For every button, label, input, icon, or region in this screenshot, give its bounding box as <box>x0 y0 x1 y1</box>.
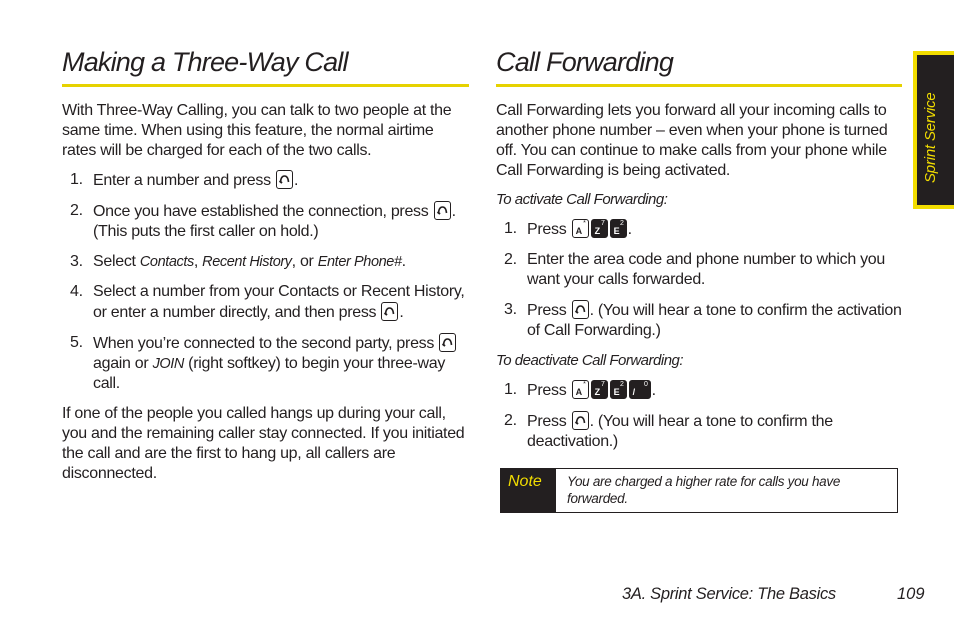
activate-heading: To activate Call Forwarding: <box>496 191 668 208</box>
menu-term-recent-history: Recent History <box>202 254 292 270</box>
three-way-call-section <box>62 44 469 484</box>
list-item: 5. When you’re connected to the second party, press again or JOIN (right softkey) to begin your three-way call. <box>62 333 469 394</box>
talk-key-icon <box>572 411 589 430</box>
list-item: 1. Press * A 7 Z 2 E 0 / . <box>504 381 656 399</box>
call-forwarding-title: Call Forwarding <box>496 47 674 77</box>
footer-section-title: 3A. Sprint Service: The Basics <box>622 585 836 603</box>
three-way-closing: If one of the people you called hangs up during your call, you and the remaining caller stay connected. If you initiated the call and are the first to hang up, all callers are disconnected. <box>62 405 465 482</box>
softkey-term-join: JOIN <box>152 356 185 372</box>
list-item: 2. Enter the area code and phone number to which you want your calls forwarded. <box>504 251 885 288</box>
zero-key-icon: 0 / <box>629 380 651 399</box>
page-number: 109 <box>897 585 925 603</box>
list-item: 1. Press * A 7 Z 2 E . <box>504 220 632 238</box>
title-rule <box>62 84 469 87</box>
list-item: 3. Press . (You will hear a tone to confirm the activation of Call Forwarding.) <box>504 301 902 339</box>
two-key-icon: 2 E <box>610 380 627 399</box>
talk-key-icon <box>439 333 456 352</box>
list-item: 4. Select a number from your Contacts or Recent History, or enter a number directly, and then press . <box>70 283 465 321</box>
note-label: Note <box>501 469 556 512</box>
talk-key-icon <box>381 302 398 321</box>
list-item: 2. Once you have established the connection, press . (This puts the first caller on hold.) <box>70 202 456 240</box>
talk-key-icon <box>572 300 589 319</box>
talk-key-icon <box>434 201 451 220</box>
three-way-call-title: Making a Three-Way Call <box>62 47 348 77</box>
call-forwarding-section <box>496 44 902 462</box>
deactivate-steps <box>496 380 902 452</box>
three-way-intro: With Three-Way Calling, you can talk to two people at the same time. When using this feature, the normal airtime rates will be charged for each of the two calls. <box>62 102 452 159</box>
list-item: 2. Press . (You will hear a tone to confirm the deactivation.) <box>504 412 833 450</box>
note-text: You are charged a higher rate for calls you have forwarded. <box>567 474 841 506</box>
three-way-steps <box>62 170 469 394</box>
menu-term-enter-phone: Enter Phone# <box>317 254 402 270</box>
side-tab-label: Sprint Service <box>922 92 939 183</box>
seven-key-icon: 7 Z <box>591 380 608 399</box>
star-key-icon: * A <box>572 219 589 238</box>
talk-key-icon <box>276 170 293 189</box>
title-rule <box>496 84 902 87</box>
activate-steps <box>496 219 902 341</box>
two-key-icon: 2 E <box>610 219 627 238</box>
list-item: 1. Enter a number and press . <box>70 171 299 189</box>
deactivate-heading: To deactivate Call Forwarding: <box>496 352 684 369</box>
list-item: 3. Select Contacts, Recent History, or Enter Phone#. <box>70 253 406 270</box>
star-key-icon: * A <box>572 380 589 399</box>
call-forwarding-intro: Call Forwarding lets you forward all your incoming calls to another phone number – even when your phone is turned off. You can continue to make calls from your phone while Call Forwarding is being activated. <box>496 102 888 179</box>
section-side-tab <box>913 51 954 209</box>
note-box <box>500 468 898 513</box>
seven-key-icon: 7 Z <box>591 219 608 238</box>
menu-term-contacts: Contacts <box>139 254 194 270</box>
